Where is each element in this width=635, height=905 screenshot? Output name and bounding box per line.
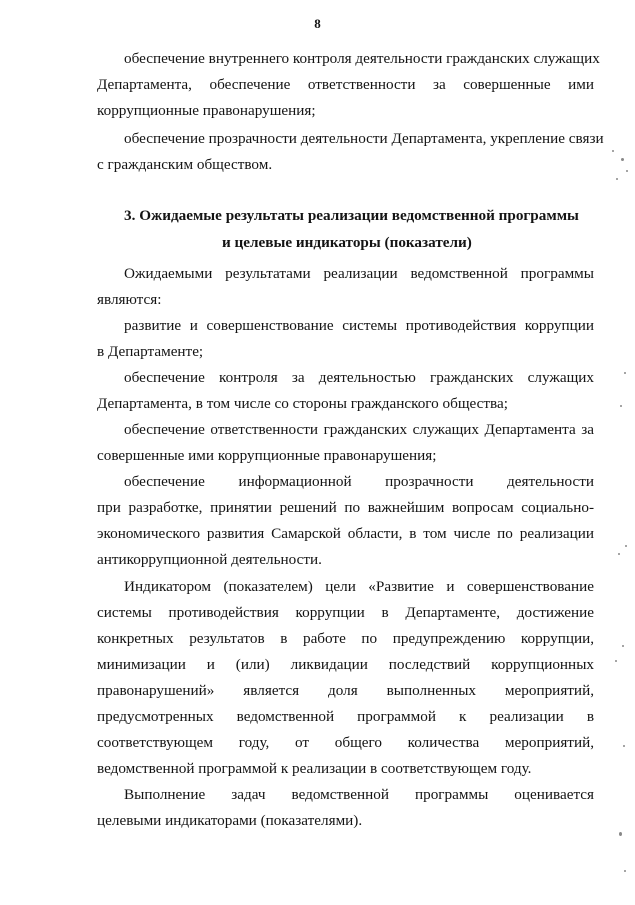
text-line: при разработке, принятии решений по важнейшим вопросам социально- — [97, 499, 594, 516]
text-line: Выполнение задач ведомственной программы оценивается — [124, 786, 594, 803]
text-line: являются: — [97, 291, 162, 308]
section-heading: и целевые индикаторы (показатели) — [222, 234, 472, 251]
text-line: обеспечение внутреннего контроля деятельности гражданских служащих — [124, 50, 600, 67]
scan-speck — [626, 170, 628, 172]
text-line: ведомственной программой к реализации в соответствующем году. — [97, 760, 532, 777]
section-heading: 3. Ожидаемые результаты реализации ведомственной программы — [124, 207, 579, 224]
scan-speck — [612, 150, 614, 152]
text-line: совершенные ими коррупционные правонарушения; — [97, 447, 437, 464]
scan-speck — [622, 645, 624, 647]
text-line: Ожидаемыми результатами реализации ведомственной программы — [124, 265, 594, 282]
scan-speck — [619, 832, 622, 836]
text-line: Департамента, обеспечение ответственности за совершенные ими — [97, 76, 594, 93]
text-line: целевыми индикаторами (показателями). — [97, 812, 363, 829]
scan-speck — [618, 553, 620, 555]
text-line: Департамента, в том числе со стороны гражданского общества; — [97, 395, 508, 412]
text-line: предусмотренных ведомственной программой к реализации в — [97, 708, 594, 725]
text-line: обеспечение информационной прозрачности деятельности — [124, 473, 594, 490]
text-line: соответствующем году, от общего количества мероприятий, — [97, 734, 594, 751]
text-line: правонарушений» является доля выполненных мероприятий, — [97, 682, 594, 699]
text-line: коррупционные правонарушения; — [97, 102, 316, 119]
text-line: обеспечение ответственности гражданских служащих Департамента за — [124, 421, 594, 438]
scan-speck — [621, 158, 624, 161]
page-number: 8 — [314, 16, 321, 31]
text-line: системы противодействия коррупции в Департаменте, достижение — [97, 604, 594, 621]
scan-speck — [625, 545, 627, 547]
text-line: экономического развития Самарской области, в том числе по реализации — [97, 525, 594, 542]
text-line: обеспечение прозрачности деятельности Департамента, укрепление связи — [124, 130, 604, 147]
scan-speck — [620, 405, 622, 407]
scan-speck — [624, 870, 626, 872]
text-line: обеспечение контроля за деятельностью гражданских служащих — [124, 369, 594, 386]
text-line: с гражданским обществом. — [97, 156, 273, 173]
scan-speck — [615, 660, 617, 662]
text-line: развитие и совершенствование системы противодействия коррупции — [124, 317, 594, 334]
scan-speck — [616, 178, 618, 180]
scan-speck — [624, 372, 626, 374]
text-line: минимизации и (или) ликвидации последствий коррупционных — [97, 656, 594, 673]
scan-speck — [623, 745, 625, 747]
text-line: в Департаменте; — [97, 343, 204, 360]
text-line: антикоррупционной деятельности. — [97, 551, 322, 568]
text-line: конкретных результатов в работе по предупреждению коррупции, — [97, 630, 594, 647]
text-line: Индикатором (показателем) цели «Развитие и совершенствование — [124, 578, 594, 595]
